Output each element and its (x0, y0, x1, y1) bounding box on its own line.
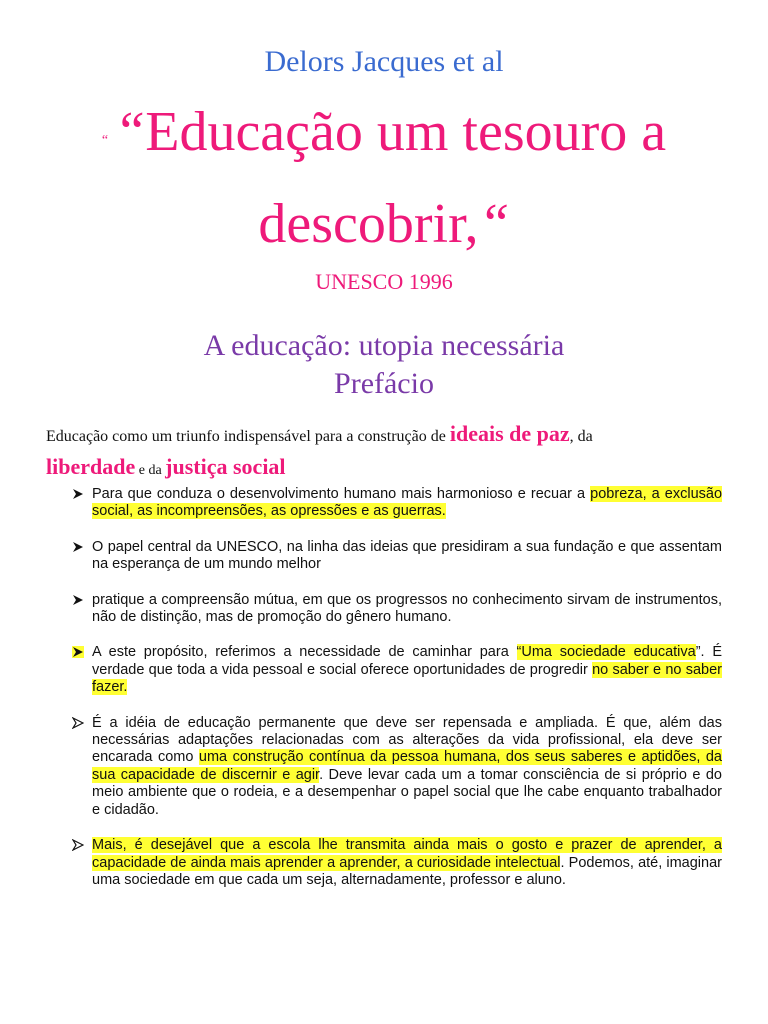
intro-text-2: , da (569, 428, 593, 445)
author-line: Delors Jacques et al (264, 45, 504, 78)
bullet-highlight: uma construção contínua da pessoa humana, dos seus saberes e aptidões, da sua capacidade de discernir e agir (92, 749, 722, 783)
close-quote: “ (478, 193, 510, 255)
list-item (72, 715, 722, 819)
intro-row-2 (46, 451, 722, 487)
bullet-text: pratique a compreensão mútua, em que os progressos no conhecimento sirvam de instrumentos, não de distinção, mas de promoção do gênero humano. (92, 591, 722, 626)
bullet-list (72, 486, 722, 907)
intro-paragraph (46, 418, 722, 487)
bullet-highlight: no saber e no saber fazer. (92, 661, 722, 696)
intro-text-1: Educação como um triunfo indispensável para a construção de (46, 428, 450, 445)
title-text-line-1: Educação um tesouro a (145, 101, 667, 163)
bullet-highlight: pobreza, a exclusão social, as incompreensões, as opressões e as guerras. (92, 486, 723, 520)
intro-emphasis-liberty: liberdade (46, 454, 136, 479)
arrowhead-bullet-icon (72, 646, 84, 658)
bullet-text: . Deve levar cada um a tomar consciência de si próprio e do meio ambiente que o rodeia, e a desempenhar o papel social que lhe cabe enquanto trabalhador e cidadão. (92, 766, 722, 818)
section-subtitle: Prefácio (334, 367, 434, 400)
intro-text-3: e da (135, 463, 166, 478)
list-item (72, 539, 722, 574)
open-quote: “ (114, 101, 146, 163)
list-item (72, 644, 722, 696)
intro-emphasis-peace: ideais de paz (449, 421, 570, 446)
arrowhead-bullet-icon (72, 594, 84, 606)
bullet-text: O papel central da UNESCO, na linha das ideias que presidiram a sua fundação e que assentam na esperança de um mundo melhor (92, 538, 722, 573)
title-text-line-2: descobrir, (258, 193, 479, 255)
bullet-text: É a idéia de educação permanente que deve ser repensada e ampliada. É que, além das necessárias adaptações relacionadas com as alterações da vida profissional, ela deve ser encarada como (92, 714, 722, 766)
arrowhead-bullet-icon (72, 541, 84, 553)
list-item (72, 486, 722, 521)
arrowhead-bullet-icon (72, 488, 84, 500)
bullet-highlight: Mais, é desejável que a escola lhe transmita ainda mais o gosto e prazer de aprender, a capacidade de ainda mais aprender a aprender, a curiosidade intelectual (92, 837, 722, 871)
arrowhead-bullet-icon (72, 717, 84, 729)
book-title-line-2 (0, 192, 768, 256)
bullet-text: . Podemos, até, imaginar uma sociedade em que cada um seja, alternadamente, professor e aluno. (92, 854, 722, 888)
list-item (72, 837, 722, 889)
list-item (72, 592, 722, 627)
bullet-text: Para que conduza o desenvolvimento humano mais harmonioso e recuar a (92, 486, 591, 502)
intro-emphasis-justice: justiça social (165, 454, 286, 479)
bullet-text: ”. É verdade que toda a vida pessoal e social oferece oportunidades de progredir (92, 644, 722, 678)
book-title-line-1 (0, 100, 768, 173)
publisher-line: UNESCO 1996 (315, 269, 453, 294)
small-open-quote: “ (101, 133, 109, 148)
bullet-highlight: “Uma sociedade educativa (516, 644, 696, 661)
bullet-text: A este propósito, referimos a necessidade de caminhar para (92, 644, 517, 661)
arrowhead-bullet-icon (72, 839, 84, 851)
section-title: A educação: utopia necessária (203, 329, 565, 362)
